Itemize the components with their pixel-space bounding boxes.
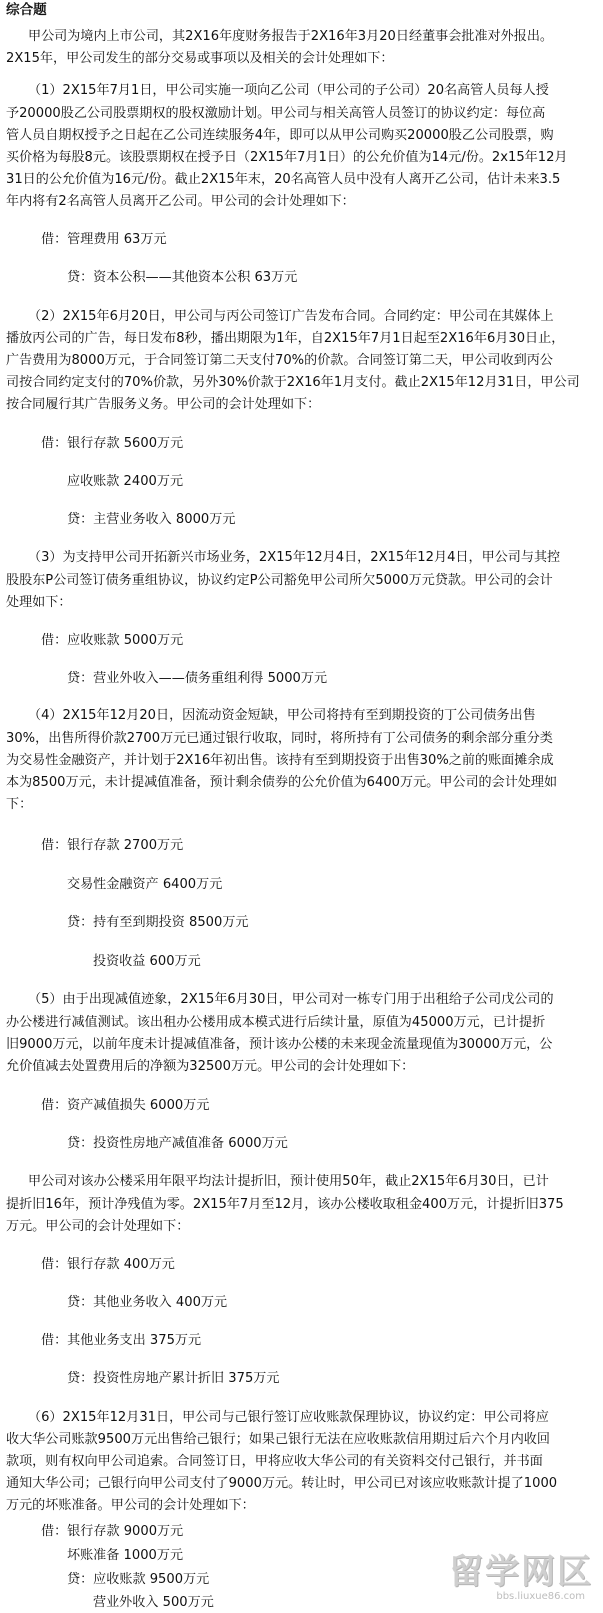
item-1-line: 管人员自期权授予之日起在乙公司连续服务4年，即可以从甲公司购买20000股乙公司股票，购 [6,128,554,143]
item-4-line: 30%，出售所得价款2700万元已通过银行收取，同时，将所持有丁公司债务的剩余部分重分类 [6,731,553,746]
item-6-line: （6）2X15年12月31日，甲公司与己银行签订应收账款保理协议，协议约定：甲公司将应 [28,1410,549,1425]
intro-line: 2X15年，甲公司发生的部分交易或事项以及相关的会计处理如下： [6,51,394,66]
site-watermark [421,1553,599,1609]
item-2-line: 播放丙公司的广告，每日发布8秒，播出期限为1年，自2X15年7月1日起至2X16年6月30日止， [6,331,565,346]
journal-entry-credit: 贷：应收账款 9500万元 [67,1572,210,1587]
item-4-line: 本为8500万元，未计提减值准备，预计剩余债券的公允价值为6400万元。甲公司的会计处理如 [6,775,558,790]
item-5-line: 旧9000万元，以前年度未计提减值准备，预计该办公楼的未来现金流量现值为30000万元，公 [6,1037,553,1052]
item-1-line: 予20000股乙公司股票期权的股权激励计划。甲公司与相关高管人员签订的协议约定：每位高 [6,106,546,121]
watermark-url: bbs.liuxue86.com [496,1591,585,1602]
journal-entry-debit: 坏账准备 1000万元 [67,1548,184,1563]
journal-entry-credit: 营业外收入 500万元 [93,1595,214,1610]
journal-entry-debit: 借：银行存款 400万元 [41,1257,175,1272]
item-6-line: 收大华公司账款9500万元出售给己银行；如果己银行无法在应收账款信用期过后六个月内收回 [6,1432,550,1447]
journal-entry-debit: 交易性金融资产 6400万元 [67,877,223,892]
journal-entry-debit: 借：管理费用 63万元 [41,232,167,247]
journal-entry-credit: 投资收益 600万元 [93,954,201,969]
item-6-line: 款项，则有权向甲公司追索。合同签订日，甲将应收大华公司的有关资料交付己银行，并书面 [6,1454,543,1469]
item-4-line: 下： [6,797,33,812]
item-5-line: （5）由于出现减值迹象，2X15年6月30日，甲公司对一栋专门用于出租给子公司戊公司的 [28,992,554,1007]
item-5-line: 甲公司对该办公楼采用年限平均法计提折旧，预计使用50年，截止2X15年6月30日，已计 [28,1174,549,1189]
item-2-line: 司按合同约定支付的70%价款，另外30%价款于2X16年1月支付。截止2X15年12月31日，甲公司 [6,375,580,390]
journal-entry-debit: 借：资产减值损失 6000万元 [41,1098,210,1113]
journal-entry-debit: 借：应收账款 5000万元 [41,633,184,648]
item-5-line: 万元。甲公司的会计处理如下： [6,1219,190,1234]
journal-entry-credit: 贷：资本公积——其他资本公积 63万元 [67,270,298,285]
item-5-line: 办公楼进行减值测试。该出租办公楼用成本模式进行后续计量，原值为45000万元，已计提折 [6,1015,546,1030]
item-6-line: 万元的坏账准备。甲公司的会计处理如下： [6,1498,255,1513]
item-1-line: 31日的公允价值为16元/份。截止2X15年末，20名高管人员中没有人离开乙公司，估计未来3.5 [6,172,561,187]
journal-entry-credit: 贷：投资性房地产累计折旧 375万元 [67,1371,280,1386]
journal-entry-debit: 借：其他业务支出 375万元 [41,1333,202,1348]
section-title: 综合题 [6,2,47,18]
item-1-line: （1）2X15年7月1日，甲公司实施一项向乙公司（甲公司的子公司）20名高管人员每人授 [28,83,549,98]
watermark-logo-text: 留学网区 [449,1552,593,1592]
intro-line: 甲公司为境内上市公司，其2X16年度财务报告于2X16年3月20日经董事会批准对外报出。 [28,29,554,44]
item-2-line: 按合同履行其广告服务义务。甲公司的会计处理如下： [6,397,321,412]
journal-entry-debit: 应收账款 2400万元 [67,474,184,489]
item-5-line: 提折旧16年，预计净残值为零。2X15年7月至12月，该办公楼收取租金400万元，计提折旧375 [6,1197,564,1212]
item-5-line: 允价值减去处置费用后的净额为32500万元。甲公司的会计处理如下： [6,1059,415,1074]
journal-entry-credit: 贷：主营业务收入 8000万元 [67,512,236,527]
item-4-line: （4）2X15年12月20日，因流动资金短缺，甲公司将持有至到期投资的丁公司债务出售 [28,708,536,723]
item-3-line: 股股东P公司签订债务重组协议，协议约定P公司豁免甲公司所欠5000万元贷款。甲公司的会计 [6,573,553,588]
journal-entry-credit: 贷：持有至到期投资 8500万元 [67,915,249,930]
journal-entry-credit: 贷：营业外收入——债务重组利得 5000万元 [67,671,328,686]
journal-entry-debit: 借：银行存款 2700万元 [41,838,184,853]
item-1-line: 年内将有2名高管人员离开乙公司。甲公司的会计处理如下： [6,194,355,209]
journal-entry-credit: 贷：其他业务收入 400万元 [67,1295,228,1310]
item-2-line: （2）2X15年6月20日，甲公司与丙公司签订广告发布合同。合同约定：甲公司在其媒体上 [28,309,554,324]
item-2-line: 广告费用为8000万元，于合同签订第二天支付70%的价款。合同签订第二天，甲公司收到丙公 [6,353,553,368]
journal-entry-credit: 贷：投资性房地产减值准备 6000万元 [67,1136,288,1151]
item-3-line: 处理如下： [6,595,72,610]
item-6-line: 通知大华公司；己银行向甲公司支付了9000万元。转让时，甲公司已对该应收账款计提了1000 [6,1476,558,1491]
item-1-line: 买价格为每股8元。该股票期权在授予日（2X15年7月1日）的公允价值为14元/份。2x15年12月 [6,150,568,165]
item-4-line: 为交易性金融资产，并计划于2X16年初出售。该持有至到期投资于出售30%之前的账面摊余成 [6,753,554,768]
journal-entry-debit: 借：银行存款 5600万元 [41,436,184,451]
item-3-line: （3）为支持甲公司开拓新兴市场业务，2X15年12月4日，2X15年12月4日，甲公司与其控 [28,550,561,565]
journal-entry-debit: 借：银行存款 9000万元 [41,1524,184,1539]
